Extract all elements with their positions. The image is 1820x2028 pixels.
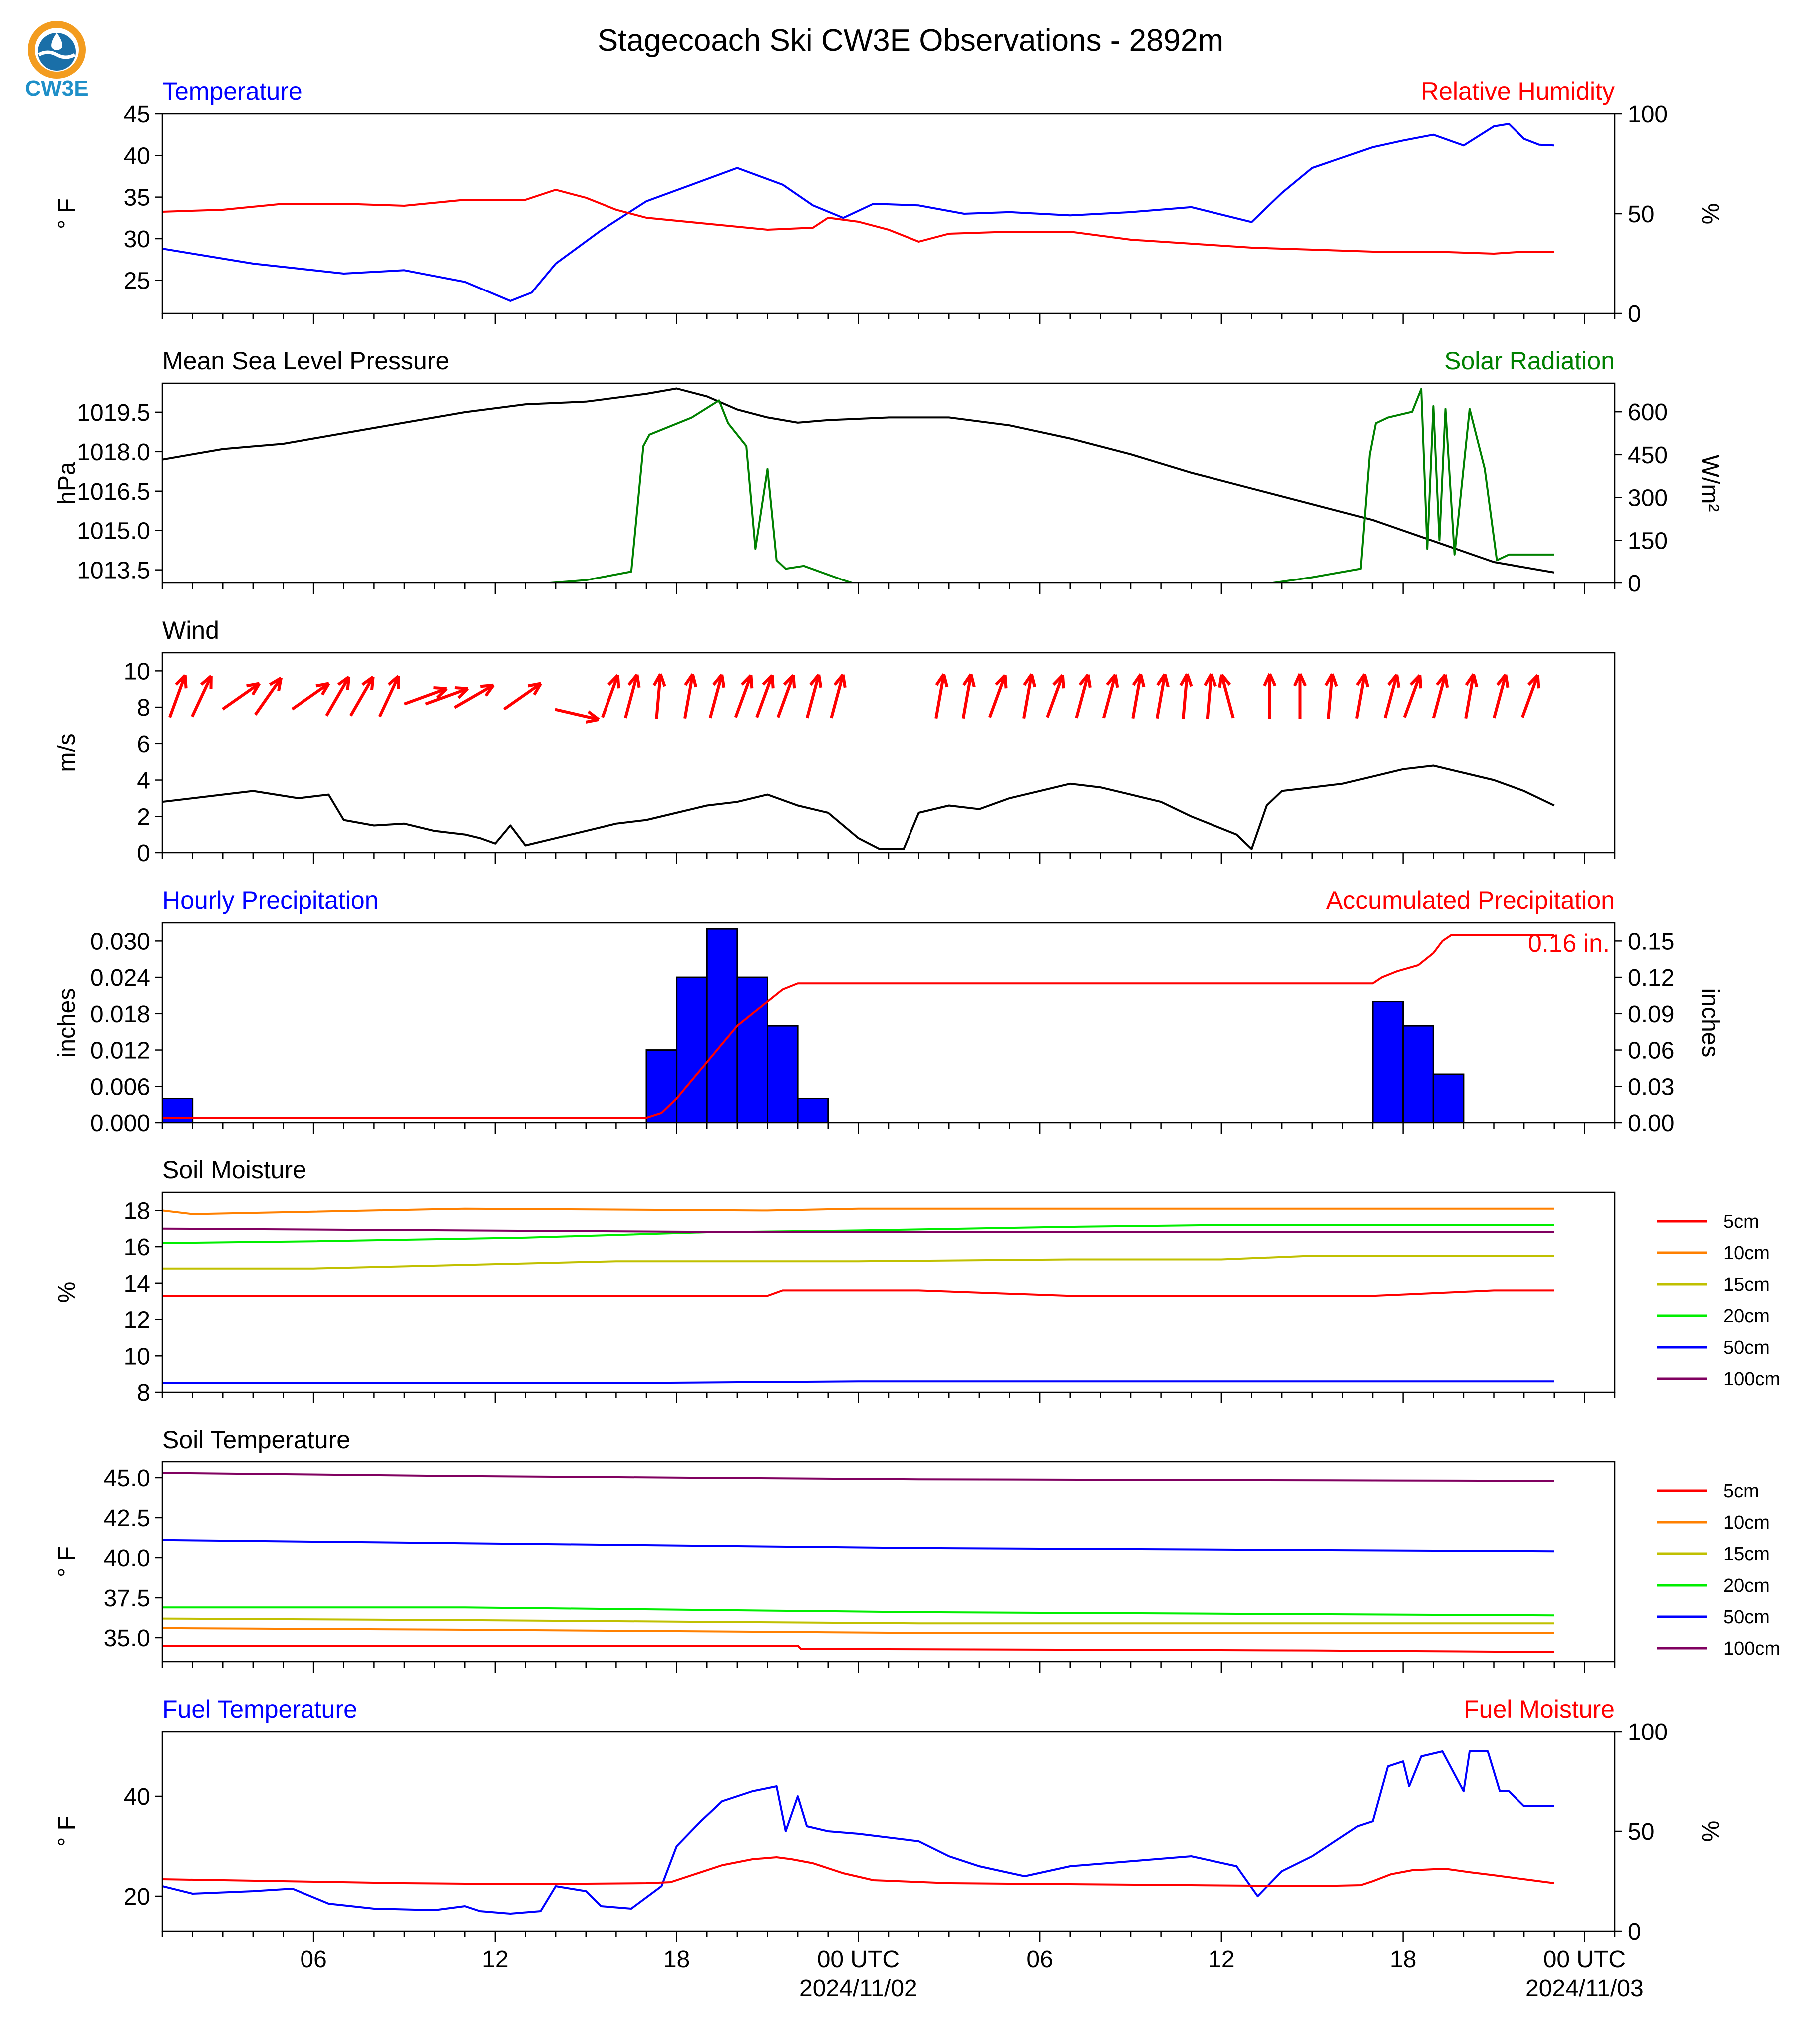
legend-label: 5cm: [1723, 1481, 1759, 1502]
precip-bar: [677, 977, 707, 1123]
y-tick-label-left: 35: [123, 184, 150, 211]
y-tick-label-left: 6: [137, 731, 150, 758]
y-tick-label-right: 50: [1628, 201, 1655, 228]
y-axis-label-left: m/s: [54, 733, 80, 772]
y-tick-label-left: 20: [123, 1884, 150, 1910]
y-axis-label-left: hPa: [54, 462, 80, 505]
time-tick-label: 18: [1389, 1946, 1417, 1973]
legend-label: 15cm: [1723, 1544, 1770, 1565]
y-tick-label-right: 100: [1628, 1719, 1668, 1745]
y-tick-label-right: 0.12: [1628, 965, 1675, 992]
y-tick-label-left: 30: [123, 226, 150, 253]
y-tick-label-left: 0: [137, 840, 150, 867]
y-tick-label-right: 100: [1628, 101, 1668, 128]
panel-title-left: Soil Moisture: [162, 1156, 306, 1184]
legend-label: 50cm: [1723, 1607, 1770, 1628]
y-tick-label-right: 450: [1628, 442, 1668, 469]
y-tick-label-left: 0.000: [90, 1110, 150, 1137]
y-axis-label-left: ° F: [54, 1816, 80, 1847]
y-tick-label-right: 0.09: [1628, 1001, 1675, 1028]
y-tick-label-left: 0.006: [90, 1074, 150, 1101]
y-tick-label-left: 45: [123, 101, 150, 128]
y-tick-label-left: 0.012: [90, 1037, 150, 1064]
y-tick-label-right: 0.03: [1628, 1074, 1675, 1101]
time-tick-label: 12: [482, 1946, 509, 1973]
panel-title-right: Accumulated Precipitation: [1326, 886, 1615, 914]
accumulated-total-label: 0.16 in.: [1527, 929, 1610, 957]
y-axis-label-right: inches: [1697, 988, 1723, 1058]
y-tick-label-left: 14: [123, 1270, 150, 1297]
precip-bar: [1403, 1026, 1434, 1123]
legend-label: 100cm: [1723, 1369, 1781, 1390]
panel-title-left: Hourly Precipitation: [162, 886, 379, 914]
y-axis-label-left: ° F: [54, 198, 80, 229]
panel-title-left: Wind: [162, 616, 219, 644]
y-axis-label-left: ° F: [54, 1546, 80, 1577]
y-tick-label-left: 40.0: [103, 1545, 150, 1572]
time-tick-label: 06: [1026, 1946, 1053, 1973]
y-tick-label-right: 0: [1628, 301, 1641, 327]
logo-text: CW3E: [25, 76, 89, 101]
y-tick-label-left: 10: [123, 658, 150, 685]
y-tick-label-right: 150: [1628, 528, 1668, 555]
y-tick-label-left: 18: [123, 1198, 150, 1225]
y-tick-label-right: 50: [1628, 1819, 1655, 1845]
y-tick-label-left: 1018.0: [77, 439, 150, 466]
legend-label: 100cm: [1723, 1638, 1781, 1659]
y-tick-label-right: 0: [1628, 571, 1641, 597]
y-tick-label-right: 0.15: [1628, 928, 1675, 955]
legend-label: 20cm: [1723, 1575, 1770, 1596]
date-label: 2024/11/02: [799, 1975, 917, 2002]
y-tick-label-left: 1013.5: [77, 557, 150, 584]
y-tick-label-right: 0.00: [1628, 1110, 1675, 1137]
date-label: 2024/11/03: [1525, 1975, 1644, 2002]
y-tick-label-left: 16: [123, 1234, 150, 1261]
legend-label: 15cm: [1723, 1274, 1770, 1295]
y-tick-label-left: 1019.5: [77, 399, 150, 426]
legend-label: 20cm: [1723, 1306, 1770, 1327]
panel-title-left: Mean Sea Level Pressure: [162, 347, 450, 375]
y-tick-label-left: 25: [123, 268, 150, 294]
y-axis-label-right: %: [1697, 203, 1723, 225]
y-tick-label-left: 45.0: [103, 1465, 150, 1492]
y-tick-label-left: 12: [123, 1307, 150, 1334]
y-tick-label-left: 40: [123, 1784, 150, 1810]
time-tick-label: 06: [300, 1946, 327, 1973]
time-tick-label: 00 UTC: [1543, 1946, 1626, 1973]
precip-bar: [707, 929, 737, 1123]
precip-bar: [768, 1026, 798, 1123]
y-tick-label-left: 10: [123, 1343, 150, 1370]
precip-bar: [798, 1099, 828, 1123]
panel-title-left: Soil Temperature: [162, 1426, 351, 1453]
panel-title-right: Fuel Moisture: [1464, 1695, 1615, 1723]
panel-title-right: Solar Radiation: [1444, 347, 1615, 375]
precip-bar: [1373, 1002, 1403, 1123]
precip-bar: [737, 977, 768, 1123]
y-tick-label-left: 8: [137, 1380, 150, 1406]
figure-title: Stagecoach Ski CW3E Observations - 2892m: [597, 23, 1224, 58]
legend-label: 5cm: [1723, 1211, 1759, 1232]
y-axis-label-right: W/m²: [1697, 454, 1723, 512]
legend-label: 50cm: [1723, 1337, 1770, 1358]
precip-bar: [1433, 1074, 1464, 1123]
y-tick-label-left: 2: [137, 804, 150, 831]
cw3e-logo: [25, 21, 88, 101]
time-tick-label: 00 UTC: [817, 1946, 900, 1973]
y-tick-label-left: 4: [137, 767, 150, 794]
panel-title-left: Temperature: [162, 77, 303, 105]
y-tick-label-right: 300: [1628, 485, 1668, 512]
y-axis-label-left: %: [54, 1281, 80, 1303]
panel-title-left: Fuel Temperature: [162, 1695, 357, 1723]
y-tick-label-left: 42.5: [103, 1505, 150, 1532]
time-tick-label: 18: [663, 1946, 690, 1973]
y-tick-label-left: 0.018: [90, 1001, 150, 1028]
legend-label: 10cm: [1723, 1243, 1770, 1264]
time-tick-label: 12: [1208, 1946, 1235, 1973]
panel-title-right: Relative Humidity: [1420, 77, 1615, 105]
y-tick-label-right: 0: [1628, 1919, 1641, 1945]
y-axis-label-left: inches: [54, 988, 80, 1058]
y-tick-label-right: 600: [1628, 399, 1668, 426]
y-axis-label-right: %: [1697, 1820, 1723, 1842]
y-tick-label-left: 0.024: [90, 965, 150, 992]
y-tick-label-left: 1015.0: [77, 518, 150, 545]
legend-label: 10cm: [1723, 1512, 1770, 1533]
y-tick-label-left: 40: [123, 143, 150, 170]
y-tick-label-right: 0.06: [1628, 1037, 1675, 1064]
y-tick-label-left: 0.030: [90, 928, 150, 955]
precip-bar: [162, 1099, 193, 1123]
y-tick-label-left: 35.0: [103, 1625, 150, 1652]
y-tick-label-left: 1016.5: [77, 478, 150, 505]
y-tick-label-left: 8: [137, 695, 150, 722]
y-tick-label-left: 37.5: [103, 1585, 150, 1612]
